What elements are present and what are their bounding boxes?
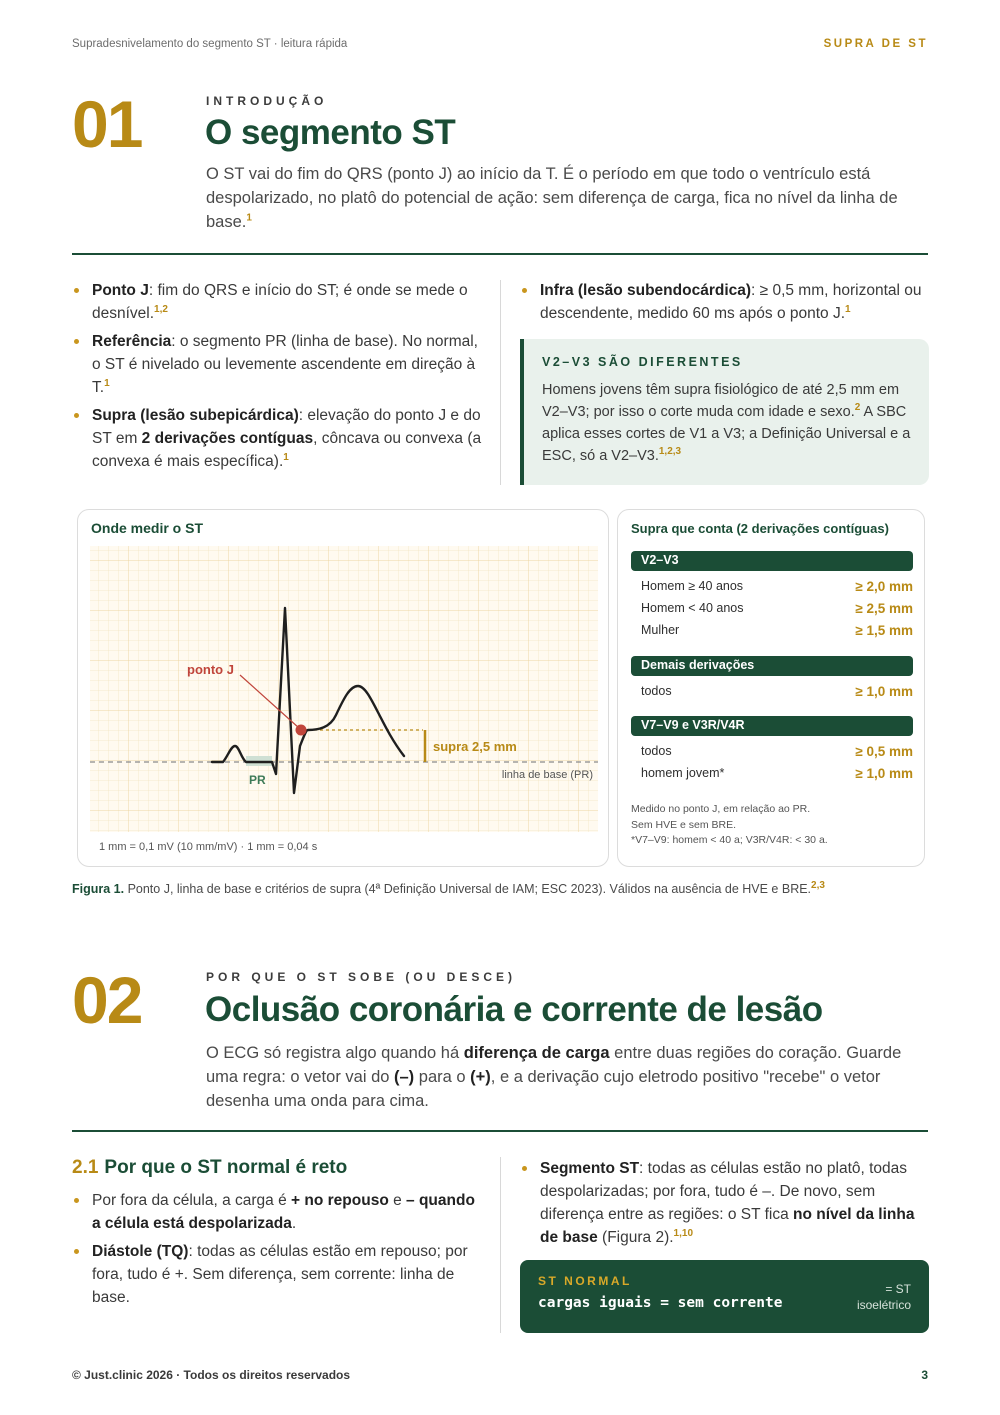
section-title: O segmento ST — [205, 113, 456, 152]
criteria-notes: Medido no ponto J, em relação ao PR. Sem HVE e sem BRE. *V7–V9: homem < 40 a; V3R/V4R: < 30 a. — [631, 803, 828, 846]
section-number: 01 — [72, 87, 142, 161]
st-normal-rule: cargas iguais = sem corrente — [538, 1295, 783, 1311]
copyright: © Just.clinic 2026 · Todos os direitos reservados — [72, 1368, 351, 1382]
key-points-list-right — [520, 1157, 929, 1254]
j-point-marker — [296, 725, 307, 736]
section-rule — [72, 1130, 928, 1132]
page-number: 3 — [921, 1368, 928, 1382]
key-points-list — [72, 279, 484, 478]
pr-label: PR — [249, 773, 266, 787]
section-eyebrow: POR QUE O ST SOBE (OU DESCE) — [206, 970, 517, 984]
criteria-row: Mulher ≥ 1,5 mm — [641, 623, 913, 638]
section-eyebrow: INTRODUÇÃO — [206, 94, 328, 108]
list-item: Infra (lesão subendocárdica): ≥ 0,5 mm, horizontal ou descendente, medido 60 ms após o ponto J.$^1$ — [520, 279, 929, 325]
figure-caption: Figura 1. Ponto J, linha de base e critérios de supra (4ª Definição Universal de IAM; ESC 2023). Válidos na ausência de HVE e BRE.$^{2,3}$ — [72, 879, 825, 896]
ecg-figure-card — [77, 509, 609, 867]
list-item: Ponto J: fim do QRS e início do ST; é onde se mede o desnível.$^{1,2}$ — [72, 279, 484, 325]
page-footer — [72, 1368, 928, 1382]
criteria-group-heading: V2–V3 — [631, 551, 913, 571]
list-item: Por fora da célula, a carga é + no repouso e – quando a célula está despolarizada. — [72, 1189, 484, 1235]
column-divider — [500, 1157, 501, 1333]
section-rule — [72, 253, 928, 255]
callout-body: Homens jovens têm supra fisiológico de até 2,5 mm em V2–V3; por isso o corte muda com idade e sexo.$^2$ A SBC aplica esses cortes de V1 a V3; a Definição Universal e a ESC, só a V2–V3.$^{1,2,3}$ — [542, 382, 911, 464]
subsection-heading: 2.1 Por que o ST normal é reto — [72, 1157, 348, 1178]
section-lead: O ECG só registra algo quando há diferença de carga entre duas regiões do coração. Guarde uma regra: o vetor vai do (–) para o (+), e a derivação cujo eletrodo positivo "recebe" o vetor desenha uma onda para cima. — [206, 1044, 902, 1110]
list-item: Diástole (TQ): todas as células estão em repouso; por fora, tudo é +. Sem diferença, sem corrente: linha de base. — [72, 1240, 484, 1309]
section-title: Oclusão coronária e corrente de lesão — [205, 990, 823, 1029]
running-header-tag: SUPRA DE ST — [823, 38, 928, 50]
st-normal-title: ST NORMAL — [538, 1274, 632, 1288]
section-number: 02 — [72, 963, 142, 1037]
scale-note: 1 mm = 0,1 mV (10 mm/mV) · 1 mm = 0,04 s — [99, 841, 318, 853]
baseline-label: linha de base (PR) — [501, 769, 593, 781]
key-points-list — [72, 1189, 484, 1314]
key-points-list-right — [520, 279, 929, 330]
criteria-title: Supra que conta (2 derivações contíguas) — [631, 521, 889, 536]
criteria-group-heading: V7–V9 e V3R/V4R — [631, 716, 913, 736]
list-item: Segmento ST: todas as células estão no platô, todas despolarizadas; por fora, tudo é –. De novo, sem diferença entre as regiões: o ST fica no nível da linha de base (Figura 2).$^{1,10}$ — [520, 1157, 929, 1249]
ecg-grid — [90, 546, 598, 832]
st-normal-result: = ST isoelétrico — [856, 1282, 911, 1312]
ecg-diagram — [78, 510, 610, 868]
callout-box — [520, 339, 929, 485]
running-header — [72, 38, 928, 50]
list-item: Supra (lesão subepicárdica): elevação do ponto J e do ST em 2 derivações contíguas, côncava ou convexa (a convexa é mais específica).$^1$ — [72, 404, 484, 473]
criteria-row: Homem ≥ 40 anos ≥ 2,0 mm — [641, 579, 913, 594]
criteria-row: homem jovem* ≥ 1,0 mm — [641, 766, 913, 781]
criteria-card — [617, 509, 925, 867]
j-point-label: ponto J — [187, 662, 234, 677]
criteria-row: todos ≥ 0,5 mm — [641, 744, 913, 759]
callout-title: V2–V3 SÃO DIFERENTES — [542, 355, 743, 369]
criteria-row: Homem < 40 anos ≥ 2,5 mm — [641, 601, 913, 616]
criteria-group-heading: Demais derivações — [631, 656, 913, 676]
column-divider — [500, 280, 501, 485]
st-normal-box — [520, 1260, 929, 1333]
ecg-figure-title: Onde medir o ST — [91, 520, 204, 536]
running-header-title: Supradesnivelamento do segmento ST · leitura rápida — [72, 38, 348, 50]
section-lead: O ST vai do fim do QRS (ponto J) ao início da T. É o período em que todo o ventrículo está despolarizado, no platô do potencial de ação: sem diferença de carga, fica no nível da linha de base.$^1$ — [206, 165, 898, 231]
supra-label: supra 2,5 mm — [433, 739, 517, 754]
list-item: Referência: o segmento PR (linha de base). No normal, o ST é nivelado ou levemente ascendente em direção à T.$^1$ — [72, 330, 484, 399]
criteria-row: todos ≥ 1,0 mm — [641, 684, 913, 699]
